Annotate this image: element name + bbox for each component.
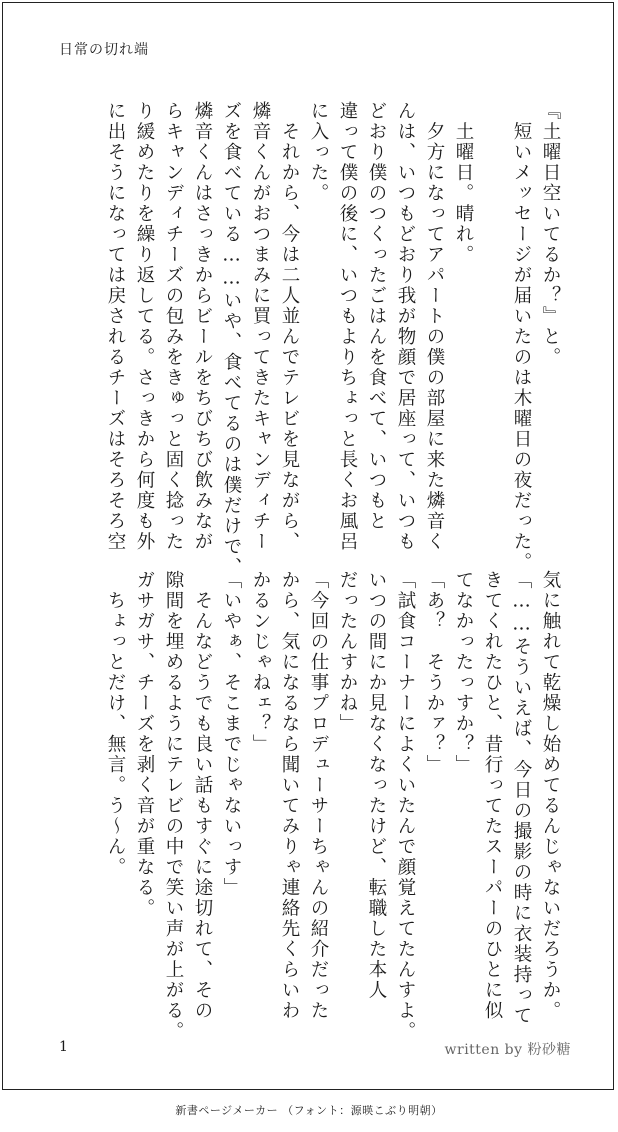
text-line: んは、いつもどおり我が物顔で居座って、いつも (395, 101, 416, 552)
text-line: らキャンディチーズの包みをきゅっと固く捻った (163, 101, 184, 552)
author-credit: written by 粉砂糖 (444, 1042, 571, 1058)
text-line: から、気になるなら聞いてみりゃ連絡先くらいわ (279, 570, 300, 1021)
text-line: だったんすかね」 (337, 570, 358, 734)
text-line: 短いメッセージが届いたのは木曜日の夜だった。 (511, 101, 532, 573)
text-line: ズを食べている……いや、食べてるのは僕だけで、 (221, 101, 242, 578)
text-line: 燐音くんがおつまみに買ってきたキャンディチー (250, 101, 271, 552)
text-line: 『土曜日空いてるか？』と。 (540, 101, 561, 368)
text-line: どおり僕のつくったごはんを食べて、いつもと (366, 101, 387, 532)
page-frame (2, 2, 614, 1090)
text-line: かるンじゃねェ？」 (250, 570, 271, 755)
text-column-bottom (55, 570, 565, 1042)
text-line: 違って僕の後に、いつもよりちょっと長くお風呂 (337, 101, 358, 552)
text-line: 「あ？ そうかァ？」 (424, 570, 445, 775)
text-line (478, 101, 507, 531)
text-line: り緩めたりを繰り返してる。さっきから何度も外 (134, 101, 155, 552)
text-line: いつの間にか見なくなったけど、転職した本人 (366, 570, 387, 1001)
text-line: それから、今は二人並んでテレビを見ながら、 (279, 101, 300, 552)
text-line: 燐音くんはさっきからビールをちびちび飲みなが (192, 101, 213, 552)
text-line: 夕方になってアパートの僕の部屋に来た燐音く (424, 101, 445, 552)
text-line: 土曜日。晴れ。 (453, 101, 474, 265)
text-line: に入った。 (308, 101, 329, 204)
text-column-top (55, 101, 565, 578)
text-line: ガサガサ、チーズを剥く音が重なる。 (134, 570, 155, 919)
text-line: てなかったっすか？」 (453, 570, 474, 775)
text-line: に出そうになっては戻されるチーズはそろそろ空 (105, 101, 126, 552)
text-line: 「……そういえば、今日の撮影の時に衣装持って (511, 570, 532, 1026)
text-line: きてくれたひと、昔行ってたスーパーのひとに似 (482, 570, 503, 1021)
text-line: 「いやぁ、そこまでじゃないっす」 (221, 570, 242, 898)
footer-caption: 新書ページメーカー （フォント：源暎こぶり明朝） (175, 1104, 443, 1117)
text-line: そんなどうでも良い話もすぐに途切れて、その (192, 570, 213, 1021)
text-line: ちょっとだけ、無言。う〜ん。 (105, 570, 126, 878)
text-line: 「今回の仕事プロデューサーちゃんの紹介だった (308, 570, 329, 1021)
page-number: 1 (59, 1039, 68, 1055)
page-header-title: 日常の切れ端 (59, 42, 149, 58)
text-line: 気に触れて乾燥し始めてるんじゃないだろうか。 (540, 570, 561, 1021)
text-line: 隙間を埋めるようにテレビの中で笑い声が上がる。 (163, 570, 184, 1042)
text-line: 「試食コーナーによくいたんで顔覚えてたんすよ。 (395, 570, 416, 1042)
